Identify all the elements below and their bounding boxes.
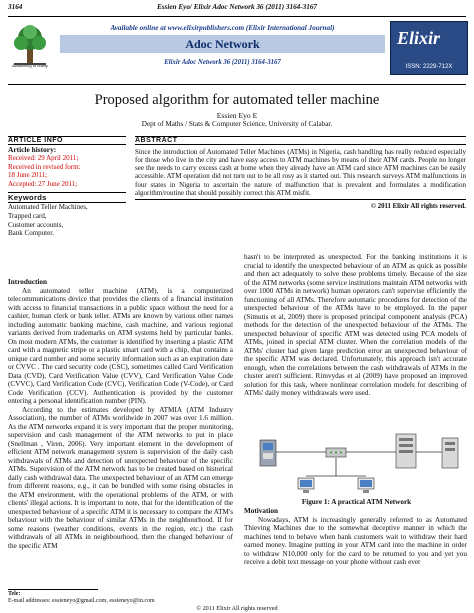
right-paragraph-1: hasn't to be interpreted as unexpected. For the banking institutions it is crucial to identify the unexpected behaviour of an ATM as quick as possible and then act adequately to solve these problems timely. Because of the size of the ATM networks (some service institutions maintain ATM networks with over 1000 ATMs in network) human operators can't supervise efficiently the functioning of all ATMs. Therefore automatic procedures for detection of the unexpected behaviour of the ATMs have to be employed. In the paper (Simutis et al, 2009) there is proposed principal component analysis (PCA) methods for the detection of the unexpected behaviour of the ATMs. The unexpected behaviour of specific ATM was detected using PCA models of ATMs, joined in special ATM cluster. When the correlation models of the ATMs' cluster had given large prediction error an unexpected behaviour of the specific ATM was declared. Unfortunately, this approach isn't accurate enough, when the correlations between the cash withdrawals of ATMs in the cluster aren't sufficient. Rimvydas et al (2009) have proposed an improved solution for this task, where nonlinear correlation models for describing of ATMs' daily money withdrawals were used. <box>244 253 467 398</box>
availability-line: Available online at www.elixirpublishers.com (Elixir International Journal) <box>110 24 335 32</box>
intro-paragraph-2: According to the estimates developed by ATMIA (ATM Industry Association), the number of ATMs worldwide in 2007 was over 1.6 million. As the ATM networks expand it is very important that the proper monitoring, supervision and cash management of the ATM networks to put in place (Snellman , Viren, 2006). Very important element in the development of efficient ATM network management system is supervision of the daily cash withdrawals of ATMs and detection of unexpected behaviour of the specific ATMs. Supervision of the ATM network has to be created based on historical daily cash withdrawal data. The unexpected behaviour of an ATM can emerge from different reasons, e.g., it can be bundled with some rising obstacles in the ATM environment, with the operational problems of the ATM, or with clients' illegal actions. It is important to note, that for the identification of the unexpected behaviour of a specific ATM it is necessary to compare the ATM's behaviour with the behaviour of similar ATMs in the neighbourhood. If for some reasons (weather conditions, events in the region, etc.) the cash withdrawals of all ATMs in neighbourhood, then the changed behaviour of the specific ATM <box>8 405 233 550</box>
history-item: Accepted: 27 June 2011; <box>8 179 78 188</box>
footnote-rule <box>8 589 98 590</box>
keyword-item: Bank Computer. <box>8 229 54 238</box>
figure-caption: Figure 1: A practical ATM Network <box>301 498 412 506</box>
bank-server-icon <box>396 434 416 468</box>
workstation-icon <box>298 478 314 493</box>
keywords-list <box>8 203 126 237</box>
history-item: Received in revised form: <box>8 162 81 171</box>
abstract-rule <box>135 144 466 145</box>
network-switch-icon <box>326 448 346 457</box>
abstract-copyright: © 2011 Elixir All rights reserved. <box>370 202 466 210</box>
history-item: Received: 29 April 2011; <box>8 154 79 162</box>
journal-name-banner <box>60 35 385 53</box>
footnote-tele: Tele: <box>8 591 21 597</box>
elixir-logo <box>390 21 468 75</box>
abstract-section <box>135 136 466 210</box>
keyword-item: Automated Teller Machines, <box>8 203 88 212</box>
motivation-paragraph: Nowadays, ATM is increasingly generally referred to as Automated Thieving Machines due to the somewhat deceptive manner in which the machines tend to behave when bank customers wait to withdraw their hard earned money. Imagine putting in your ATM card into the machine in order to withdraw N10,000 only for the card to be returned to you and yet you receive a debit text message on your phone without cash ever <box>244 515 467 567</box>
author-affiliation: Dept of Maths / Stats & Computer Science, University of Calabar. <box>141 120 333 128</box>
history-list <box>8 154 126 188</box>
running-head <box>8 3 466 15</box>
history-item: 18 June 2011; <box>8 171 48 180</box>
elixir-logo-text: Elixir <box>397 28 441 48</box>
right-column <box>244 253 467 398</box>
keyword-item: Trapped card, <box>8 211 47 220</box>
history-heading: Article history: <box>8 145 57 154</box>
abstract-bottom-rule <box>135 199 466 200</box>
footnote <box>8 591 466 605</box>
masthead <box>60 24 385 66</box>
abstract-heading: ABSTRACT <box>135 137 178 144</box>
network-links <box>276 452 442 476</box>
workstation-icon <box>358 478 374 493</box>
abstract-text: Since the introduction of Automated Teller Machines (ATMs) in Nigeria, cash handling has really reduced especially for those who live in the city and have easy access to ATM machines by means of their ATM cards. People no longer see the needs to carry excess cash at home when they already have an ATM card since ATM machines can be easily accessible. ATM operation did not turn out to be all rosy as it started out. This research surveys ATM malfunctions in four states in Nigeria to ascertain the nature of malfunction that is prevalent and formulates a modification algorithm/routine that should possibly correct this ATM misfit. <box>135 148 466 197</box>
article-title: Proposed algorithm for automated teller machine <box>94 92 380 108</box>
journal-reference: Essien Eyo/ Elixir Adoc Network 36 (2011) 3164-3167 <box>156 3 318 11</box>
header-rule <box>8 16 466 17</box>
introduction-heading: Introduction <box>8 278 48 286</box>
masthead-rule <box>8 84 466 85</box>
motivation-section <box>244 507 467 567</box>
atm-terminal-icon <box>260 440 276 466</box>
journal-citation: Elixir Adoc Network 36 (2011) 3164-3167 <box>164 59 281 66</box>
atm-network-diagram <box>246 418 467 496</box>
article-info <box>8 136 126 238</box>
keyword-item: Customer accounts, <box>8 220 64 229</box>
footnote-email: E-mail addresses: essieneyo@gmail.com, essieneyo@in.com <box>8 598 155 604</box>
intro-paragraph-1: An automated teller machine (ATM), is a computerized telecommunications device that provides the clients of a financial institution with access to financial transactions in a public space without the need for a cashier, human clerk or bank teller. ATMs are known by various other names including automatic banking machine, cash machine, and various regional variants derived from trademarks on ATM systems held by particular banks. On most modern ATMs, the customer is identified by inserting a plastic ATM card with a magnetic stripe or a plastic smart card with a chip, that contains a unique card number and some security information such as an expiration date or CVVC . The card security code (CSC), sometimes called Card Verification Data (CVD), Card Verification Value (CVV), Card Verification Value Code (CVVC), Card Verification Code (CVC), Verification Code (V-Code), or Card Code Verification (CCV). Authentication is provided by the customer entering a personal identification number (PIN). <box>8 286 233 406</box>
publisher-logo <box>10 23 50 71</box>
motivation-heading: Motivation <box>244 507 278 515</box>
issn-label: ISSN: 2229-712X <box>405 64 453 70</box>
logo-caption: Awakening to reality <box>12 63 48 68</box>
page-number: 3164 <box>8 3 23 11</box>
atm-network-figure <box>246 418 467 496</box>
bottom-copyright: © 2011 Elixir All rights reserved <box>196 605 278 612</box>
article-info-heading: ARTICLE INFO <box>8 137 63 144</box>
server-icon <box>442 438 458 468</box>
keywords-heading: Keywords <box>8 193 47 203</box>
article-author: Essien Eyo E <box>216 111 258 120</box>
left-column <box>8 278 233 551</box>
journal-name: Adoc Network <box>185 37 260 51</box>
